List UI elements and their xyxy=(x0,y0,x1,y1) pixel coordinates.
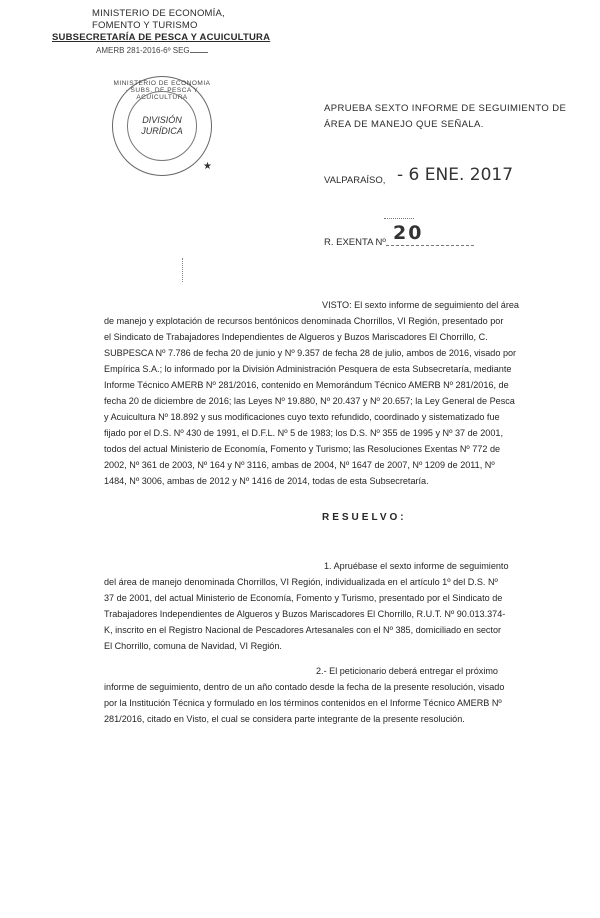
visto-line: el Sindicato de Trabajadores Independientes de Algueros y Buzos Mariscadores El Chorrillo, C. xyxy=(104,332,488,342)
item-2-line: 2.- El peticionario deberá entregar el próximo xyxy=(316,666,498,676)
margin-dotted-mark xyxy=(182,258,184,282)
item-1-line: K, inscrito en el Registro Nacional de Pescadores Artesanales con el Nº 385, domiciliado en sector xyxy=(104,625,502,635)
visto-line: fijado por el D.S. Nº 430 de 1991, el D.F.L. Nº 5 de 1983; los D.S. Nº 355 de 1995 y Nº 37 de 2001, xyxy=(104,428,504,438)
date-value: - 6 ENE. 2017 xyxy=(397,165,514,185)
visto-line: todos del actual Ministerio de Economía, Fomento y Turismo; las Resoluciones Exentas Nº 772 de xyxy=(104,444,501,454)
reference-code: AMERB 281-2016-6º SEG. xyxy=(96,46,192,55)
resuelvo-heading: RESUELVO: xyxy=(322,512,407,523)
visto-line: VISTO: El sexto informe de seguimiento del área xyxy=(322,300,519,310)
visto-line: Informe Técnico AMERB Nº 281/2016, contenido en Memorándum Técnico AMERB Nº 281/2016, de xyxy=(104,380,509,390)
item-1-line: 37 de 2001, del actual Ministerio de Economía, Fomento y Turismo, presentado por el Sindicato de xyxy=(104,593,503,603)
reference-underline xyxy=(190,52,208,53)
division-juridica-stamp xyxy=(112,76,212,176)
item-2-line: por la Institución Técnica y formulado en los términos contenidos en el Informe Técnico AMERB Nº xyxy=(104,698,502,708)
stamp-center-line-1: DIVISIÓN xyxy=(142,115,182,125)
resuelvo-item-1 xyxy=(104,558,546,654)
subsecretaria-heading: SUBSECRETARÍA DE PESCA Y ACUICULTURA xyxy=(52,32,271,43)
visto-line: SUBPESCA Nº 7.786 de fecha 20 de junio y Nº 9.357 de fecha 28 de julio, ambos de 2016, visado por xyxy=(104,348,517,358)
item-2-line: 281/2016, citado en Visto, el cual se considera parte integrante de la presente resolución. xyxy=(104,714,465,724)
visto-line: de manejo y explotación de recursos bentónicos denominada Chorrillos, VI Región, presentado por xyxy=(104,316,504,326)
subject-line-1: APRUEBA SEXTO INFORME DE SEGUIMIENTO DE xyxy=(324,103,567,114)
star-icon: ★ xyxy=(203,161,212,172)
stamp-center-line-2: JURÍDICA xyxy=(141,126,183,136)
item-1-line: 1. Apruébase el sexto informe de seguimiento xyxy=(324,561,509,571)
ministry-line-2: FOMENTO Y TURISMO xyxy=(92,20,198,31)
resuelvo-item-2 xyxy=(104,663,546,727)
stamp-center-text xyxy=(113,115,211,137)
stamp-ring-text: MINISTERIO DE ECONOMIA · SUBS. DE PESCA Y ACUICULTURA xyxy=(113,80,211,101)
ministry-line-1: MINISTERIO DE ECONOMÍA, xyxy=(92,8,225,19)
exenta-dash-line xyxy=(384,218,414,219)
visto-line: 1484, Nº 3006, ambas de 2012 y Nº 1416 de 2014, todas de esta Subsecretaría. xyxy=(104,476,429,486)
visto-line: fecha 20 de diciembre de 2016; las Leyes Nº 19.880, Nº 20.437 y Nº 20.657; la Ley General de Pesca xyxy=(104,396,515,406)
item-1-line: Trabajadores Independientes de Algueros y Buzos Mariscadores El Chorrillo, R.U.T. Nº 90.013.374- xyxy=(104,609,506,619)
subject-block xyxy=(324,101,566,133)
exenta-underline xyxy=(386,245,474,246)
exenta-label: R. EXENTA Nº xyxy=(324,237,386,248)
exenta-number: 20 xyxy=(393,222,424,244)
item-1-line: El Chorrillo, comuna de Navidad, VI Región. xyxy=(104,641,282,651)
visto-line: Empírica S.A.; lo informado por la División Administración Pesquera de esta Subsecretaría, mediante xyxy=(104,364,512,374)
item-2-line: informe de seguimiento, dentro de un año contado desde la fecha de la presente resolución, visado xyxy=(104,682,505,692)
visto-paragraph xyxy=(104,297,546,489)
subject-line-2: ÁREA DE MANEJO QUE SEÑALA. xyxy=(324,119,484,130)
visto-line: y Acuicultura Nº 18.892 y sus modificaciones cuyo texto refundido, coordinado y sistematizado fue xyxy=(104,412,500,422)
visto-line: 2002, Nº 361 de 2003, Nº 164 y Nº 3116, ambas de 2004, Nº 1647 de 2007, Nº 1209 de 2011, Nº xyxy=(104,460,495,470)
item-1-line: del área de manejo denominada Chorrillos, VI Región, individualizada en el artículo 1º del D.S. Nº xyxy=(104,577,498,587)
date-label: VALPARAÍSO, xyxy=(324,175,386,186)
